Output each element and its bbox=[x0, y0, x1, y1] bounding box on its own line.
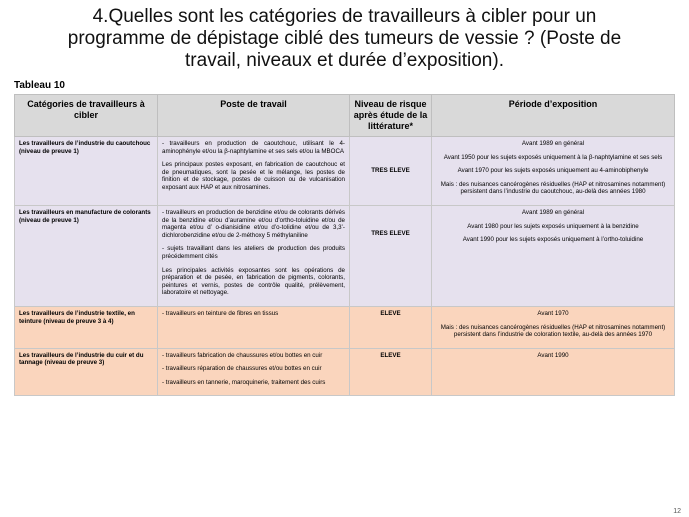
exposure-table bbox=[14, 94, 675, 396]
period-cell bbox=[432, 306, 675, 348]
post-text: - travailleurs en production de benzidine et/ou de colorants dérivés de la benzidine et/ou d’auramine et/ou d’ortho-toluidine et/ou de magenta et/ou d’ o-dianisidine et/ou d’o-tolidine et/ou de 3,3’-dichlorobenzidine et/ou de 2-méthoxy 5 méthylaniline bbox=[162, 208, 345, 239]
table-row-dyes bbox=[15, 205, 675, 306]
post-text: Les principaux postes exposant, en fabrication de caoutchouc et de pneumatiques, sont la pesée et le mélange, les postes de finition et de stockage, postes de cuisson ou de vulcanisation exposant aux HAP et aux nitrosamines. bbox=[162, 161, 345, 191]
post-cell bbox=[158, 205, 350, 306]
period-text: Avant 1989 en général bbox=[521, 140, 585, 147]
period-text: Mais : des nuisances cancérogènes résiduelles (HAP et nitrosamines notamment) persistent dans l’industrie de coloration textile, au-delà des années 1970 bbox=[440, 323, 666, 339]
post-cell bbox=[158, 348, 350, 396]
post-text: - travailleurs en production de caoutchouc, utilisant le 4-aminophényle et/ou la β-naphtylamine et ses sels et/ou la MBOCA bbox=[162, 140, 345, 155]
risk-cell bbox=[350, 205, 432, 306]
risk-cell bbox=[350, 137, 432, 206]
post-text: - sujets travaillant dans les ateliers de production des produits précédemment cités bbox=[162, 245, 345, 260]
risk-cell bbox=[350, 306, 432, 348]
table-row-rubber bbox=[15, 137, 675, 206]
period-text: Mais : des nuisances cancérogènes résiduelles (HAP et nitrosamines notamment) persistent dans l’industrie du caoutchouc, au-delà des années 1980 bbox=[440, 180, 666, 196]
table-row-textile bbox=[15, 306, 675, 348]
category-cell: Les travailleurs de l’industrie du caoutchouc (niveau de preuve 1) bbox=[15, 137, 158, 206]
risk-level: ELEVE bbox=[380, 351, 401, 359]
risk-level: TRES ELEVE bbox=[371, 167, 410, 175]
post-text: Les principales activités exposantes sont les opérations de préparation et de pesée, en fabrication de pigments, colorants, peintures et vernis, postes de contrôle qualité, prélèvement, laboratoire et nettoyage. bbox=[162, 266, 345, 297]
risk-level: TRES ELEVE bbox=[371, 229, 410, 237]
post-text: - travailleurs réparation de chaussures et/ou bottes en cuir bbox=[162, 365, 322, 373]
header-risk: Niveau de risque après étude de la littérature* bbox=[350, 95, 432, 137]
category-cell: Les travailleurs en manufacture de colorants (niveau de preuve 1) bbox=[15, 205, 158, 306]
period-cell bbox=[432, 137, 675, 206]
header-period: Période d’exposition bbox=[432, 95, 675, 137]
page-number: 12 bbox=[673, 508, 681, 515]
period-text: Avant 1980 pour les sujets exposés uniquement à la benzidine bbox=[467, 222, 639, 230]
table-row-leather bbox=[15, 348, 675, 396]
category-cell: Les travailleurs de l’industrie textile, en teinture (niveau de preuve 3 à 4) bbox=[15, 306, 158, 348]
post-text: - travailleurs en tannerie, maroquinerie, traitement des cuirs bbox=[162, 378, 326, 386]
header-post: Poste de travail bbox=[158, 95, 350, 137]
period-cell bbox=[432, 348, 675, 396]
period-text: Avant 1970 bbox=[537, 309, 569, 317]
period-text: Avant 1990 pour les sujets exposés uniquement à l’ortho-toluidine bbox=[462, 236, 644, 244]
post-text: - travailleurs en teinture de fibres en tissus bbox=[162, 309, 279, 317]
period-text: Avant 1970 pour les sujets exposés uniquement au 4-aminobiphenyle bbox=[457, 167, 649, 175]
table-label: Tableau 10 bbox=[14, 80, 65, 91]
risk-level: ELEVE bbox=[380, 309, 401, 317]
slide-title: 4.Quelles sont les catégories de travailleurs à cibler pour un programme de dépistage ciblé des tumeurs de vessie ? (Poste de travail, niveaux et durée d’exposition). bbox=[67, 6, 622, 71]
risk-cell bbox=[350, 348, 432, 396]
period-text: Avant 1990 bbox=[537, 351, 569, 359]
category-cell: Les travailleurs de l’industrie du cuir et du tannage (niveau de preuve 3) bbox=[15, 348, 158, 396]
header-category: Catégories de travailleurs à cibler bbox=[15, 95, 158, 137]
post-cell bbox=[158, 306, 350, 348]
period-text: Avant 1950 pour les sujets exposés uniquement à la β-naphtylamine et ses sels bbox=[443, 153, 663, 161]
post-text: - travailleurs fabrication de chaussures et/ou bottes en cuir bbox=[162, 351, 323, 359]
period-text: Avant 1989 en général bbox=[521, 208, 585, 216]
table-header-row bbox=[15, 95, 675, 137]
period-cell bbox=[432, 205, 675, 306]
post-cell bbox=[158, 137, 350, 206]
